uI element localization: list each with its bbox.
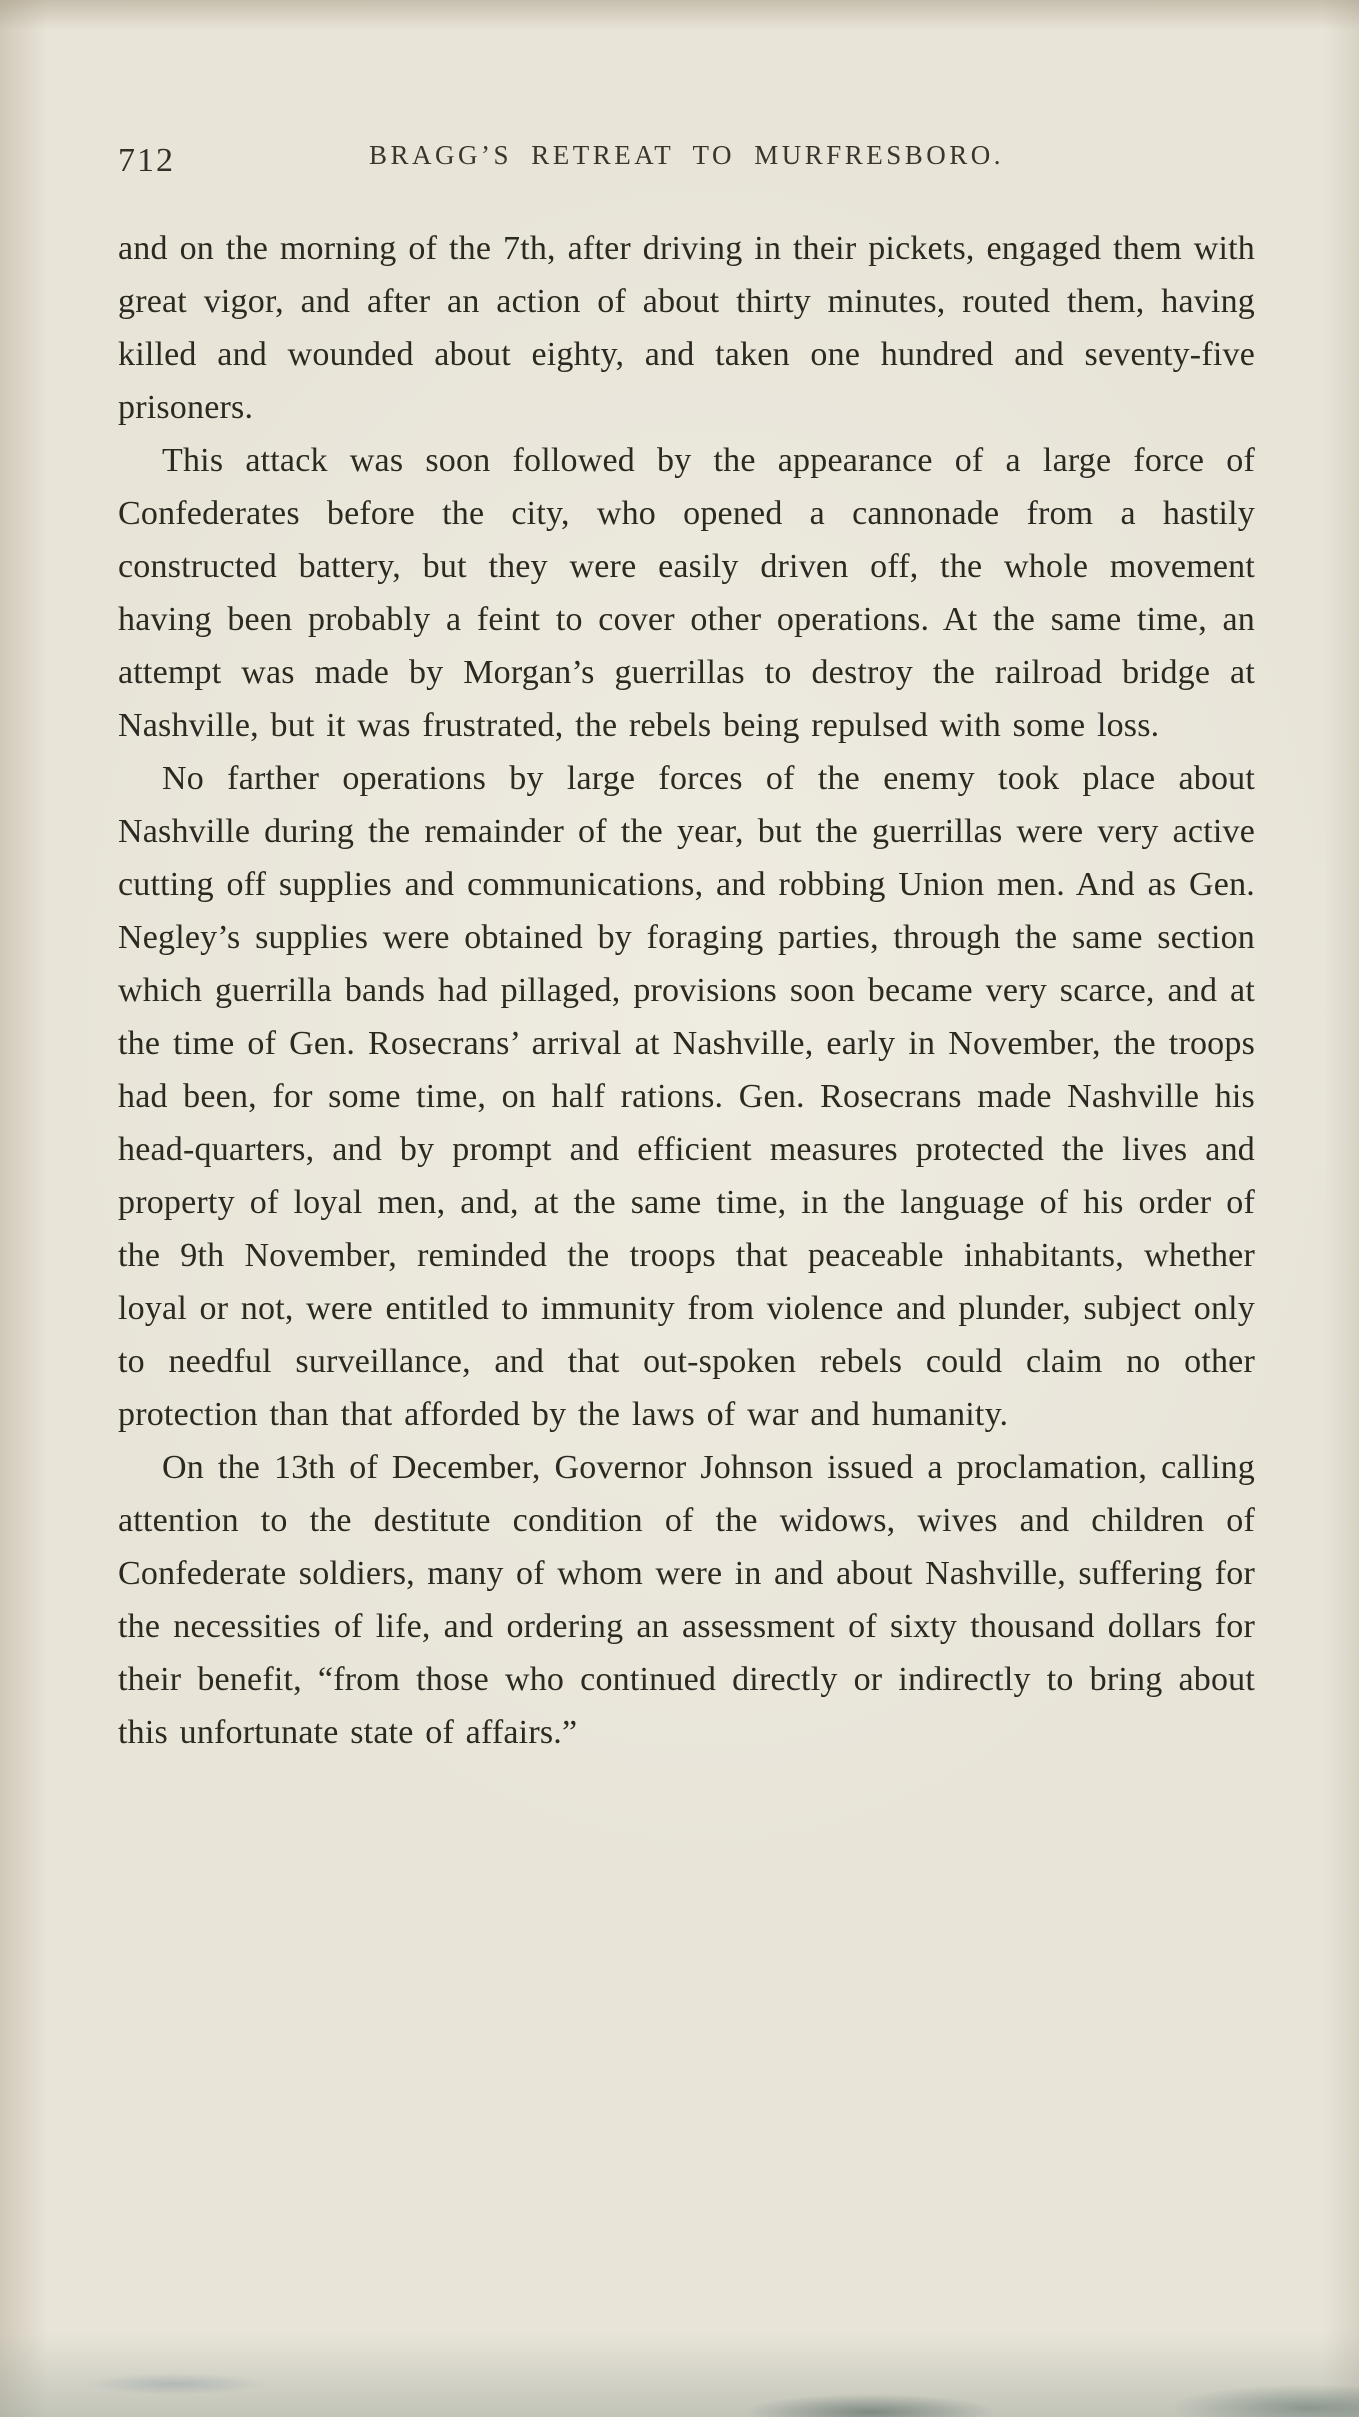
paragraph: This attack was soon followed by the appearance of a large force of Confederates before the city, who opened a cannonade from a hastily constructed battery, but they were easily driven off, the whole movement having been probably a feint to cover other operations. At the same time, an attempt was made by Morgan’s guerrillas to destroy the railroad bridge at Nashville, but it was frustrated, the rebels being repulsed with some loss. (118, 442, 1255, 744)
page-body (118, 222, 1255, 1759)
page-header (118, 140, 1255, 179)
paragraph: On the 13th of December, Governor Johnson issued a proclamation, calling attention to the destitute condition of the widows, wives and children of Confederate soldiers, many of whom were in and about Nashville, suffering for the necessities of life, and ordering an assessment of sixty thousand dollars for their benefit, “from those who continued directly or indirectly to bring about this unfortunate state of affairs.” (118, 1449, 1255, 1751)
paragraph: and on the morning of the 7th, after driving in their pickets, engaged them with great vigor, and after an action of about thirty minutes, routed them, having killed and wounded about eighty, and taken one hundred and seventy-five prisoners. (118, 230, 1255, 426)
paragraph: No farther operations by large forces of the enemy took place about Nashville during the remainder of the year, but the guerrillas were very active cutting off supplies and communications, and robbing Union men. And as Gen. Negley’s supplies were obtained by foraging parties, through the same section which guerrilla bands had pillaged, provisions soon became very scarce, and at the time of Gen. Rosecrans’ arrival at Nashville, early in November, the troops had been, for some time, on half rations. Gen. Rosecrans made Nashville his head-quarters, and by prompt and efficient measures protected the lives and property of loyal men, and, at the same time, in the language of his order of the 9th November, reminded the troops that peaceable inhabitants, whether loyal or not, were entitled to immunity from violence and plunder, subject only to needful surveillance, and that out-spoken rebels could claim no other protection than that afforded by the laws of war and humanity. (118, 760, 1255, 1433)
page-number: 712 (118, 142, 175, 179)
running-header: BRAGG’S RETREAT TO MURFRESBORO. (368, 140, 1005, 170)
